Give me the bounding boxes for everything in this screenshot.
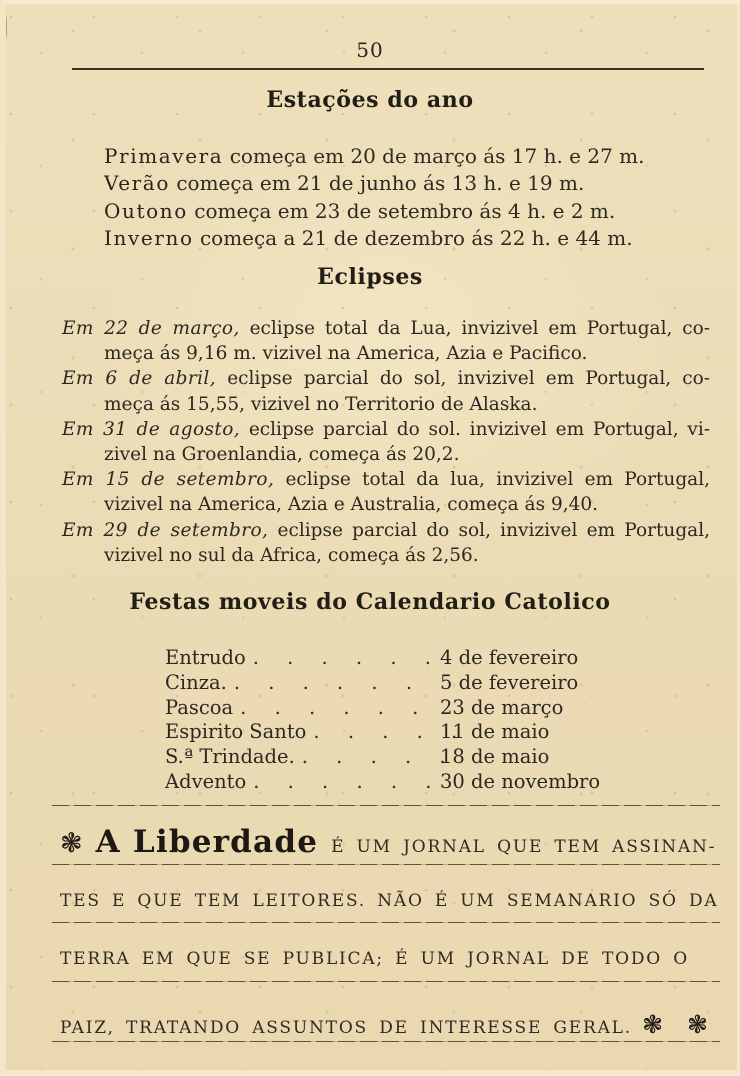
advert-line [60,1010,714,1039]
season-line [104,143,645,170]
flower-ornament-pair-icon: ❃ ❃ [642,1010,714,1039]
feast-name: Espirito Santo [165,720,307,744]
eclipse-entry [62,417,710,467]
season-line [104,170,645,197]
feast-name: S.ª Trindade. [165,745,295,769]
eclipse-date: Em 31 de agosto, [62,418,241,440]
feast-row [165,695,564,721]
feast-date: 5 de fevereiro [440,670,579,694]
advert-line [60,824,717,860]
season-name: Verão [104,171,170,196]
feast-date: 30 de novembro [440,769,601,793]
eclipse-text: zivel na Groenlandia, começa ás 20,2. [104,444,460,466]
feast-row [165,646,579,671]
eclipses-list [62,316,710,568]
seasons-list [104,143,645,253]
advert-text: É UM JORNAL QUE TEM ASSINAN- [331,837,717,857]
feast-leader-dots: . . . . . . [252,646,435,669]
eclipse-entry [62,316,710,366]
eclipse-entry [62,467,710,517]
advert-rule [52,981,720,982]
header-rule [72,68,704,70]
feasts-title: Festas moveis do Calendario Catolico [129,589,611,615]
feast-date: 23 de março [440,695,564,719]
eclipse-date: Em 6 de abril, [62,368,217,390]
eclipse-text: eclipse parcial do sol. invizivel em Portugal, vi- [248,418,710,440]
eclipse-text: eclipse parcial do sol, invizivel em Portugal, co- [227,368,711,390]
season-name: Outono [104,198,188,223]
eclipse-text: vizivel na America, Azia e Australia, começa ás 9,40. [104,494,599,516]
eclipse-text: eclipse total da Lua, invizivel em Portugal, co- [249,318,710,339]
feast-name: Advento [165,769,247,793]
advert-brand: A Liberdade [95,824,319,860]
eclipses-title: Eclipses [317,264,423,290]
season-text: começa em 21 de junho ás 13 h. e 19 m. [176,171,585,196]
feast-row [165,745,550,770]
season-text: começa em 20 de março ás 17 h. e 27 m. [229,144,645,168]
feast-name: Pascoa [165,695,234,719]
advert-line [60,891,719,911]
eclipse-text: vizivel no sul da Africa, começa ás 2,56. [104,544,479,566]
feast-row [165,670,579,696]
eclipse-text: eclipse parcial do sol, invizivel em Portugal, [277,519,710,541]
feast-name: Cinza. [165,670,227,694]
season-text: começa em 23 de setembro ás 4 h. e 2 m. [194,198,616,223]
feast-row [165,720,550,745]
eclipse-date: Em 15 de setembro, [62,469,275,491]
advert-rule [52,805,720,806]
season-name: Inverno [104,226,194,251]
season-line [104,225,645,252]
advert-text: TES E QUE TEM LEITORES. NÃO É UM SEMANARIO SÓ DA [60,891,719,911]
feast-leader-dots: . . . . . [313,720,462,744]
flower-ornament-icon: ❃ [60,828,83,859]
advert-rule [52,1041,720,1042]
season-line [104,198,645,225]
feast-leader-dots: . . . . . [301,745,450,769]
season-text: começa a 21 de dezembro ás 22 h. e 44 m. [199,226,633,251]
eclipse-date: Em 29 de setembro, [62,519,269,541]
seasons-title: Estações do ano [266,87,474,113]
advert-text: TERRA EM QUE SE PUBLICA; É UM JORNAL DE TODO O [60,949,689,969]
feast-row [165,769,601,795]
season-name: Primavera [104,144,224,168]
scan-smudge [0,9,7,45]
feast-date: 4 de fevereiro [440,646,579,669]
eclipse-entry [62,366,710,416]
feast-leader-dots: . . . . . . [233,670,417,694]
eclipse-text: meça ás 15,55, vizivel no Territorio de Alaska. [104,393,538,415]
feast-leader-dots: . . . . . . [253,769,436,793]
advert-line [60,949,714,969]
eclipse-text: meça ás 9,16 m. vizivel na America, Azia e Pacifico. [104,343,588,365]
feast-name: Entrudo [165,646,246,669]
feast-leader-dots: . . . . . . [240,695,423,719]
feast-date: 11 de maio [440,720,550,744]
advert-rule [52,864,720,865]
advert-text: PAIZ, TRATANDO ASSUNTOS DE INTERESSE GERAL. [60,1018,632,1038]
eclipse-entry [62,518,710,568]
eclipse-text: eclipse total da lua, invizivel em Portugal, [285,469,710,491]
page-number: 50 [356,38,384,62]
feasts-table [165,646,601,795]
advert-rule [52,922,720,923]
feast-date: 18 de maio [440,745,550,769]
eclipse-date: Em 22 de março, [62,318,240,339]
